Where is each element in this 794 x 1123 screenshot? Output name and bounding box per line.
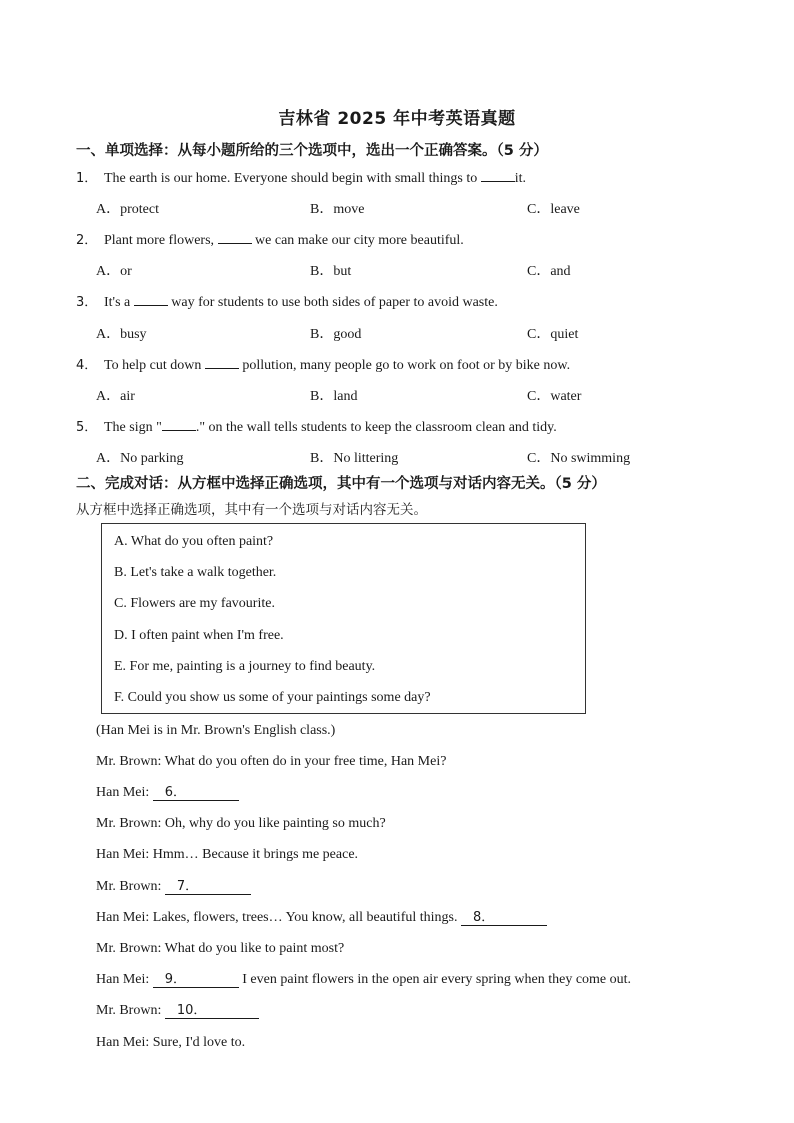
answer-blank[interactable] xyxy=(218,231,252,244)
dialogue-line: Han Mei: Lakes, flowers, trees… You know, all beautiful things. 8． xyxy=(96,910,547,926)
dialogue-line: Han Mei: 6． xyxy=(96,785,239,801)
option-b[interactable]: B．good xyxy=(310,327,362,342)
answer-blank[interactable] xyxy=(162,418,196,431)
option-c[interactable]: C．water xyxy=(527,389,582,404)
section1-heading: 一、单项选择：从每小题所给的三个选项中，选出一个正确答案。（5 分） xyxy=(76,143,548,159)
box-option-d: D. I often paint when I'm free. xyxy=(114,628,284,643)
answer-blank-9[interactable]: 9． xyxy=(153,972,239,988)
dialogue-line: Mr. Brown: Oh, why do you like painting so much? xyxy=(96,816,386,831)
answer-blank[interactable] xyxy=(205,356,239,369)
question-4: 4． To help cut down pollution, many people go to work on foot or by bike now. xyxy=(76,358,571,373)
option-a[interactable]: A．No parking xyxy=(96,451,184,466)
option-c[interactable]: C．No swimming xyxy=(527,451,631,466)
options-box xyxy=(101,523,586,714)
dialogue-line: Han Mei: Hmm… Because it brings me peace. xyxy=(96,847,359,862)
question-5: 5． The sign " ." on the wall tells students to keep the classroom clean and tidy. xyxy=(76,420,557,435)
option-a[interactable]: A．or xyxy=(96,264,132,279)
answer-blank-8[interactable]: 8． xyxy=(461,910,547,926)
question-3: 3． It's a way for students to use both sides of paper to avoid waste. xyxy=(76,295,498,310)
option-a[interactable]: A．protect xyxy=(96,202,159,217)
answer-blank[interactable] xyxy=(134,293,168,306)
dialogue-line: Mr. Brown: 7． xyxy=(96,879,251,895)
dialogue-line: Mr. Brown: 10． xyxy=(96,1003,259,1019)
box-option-a: A. What do you often paint? xyxy=(114,534,274,549)
answer-blank[interactable] xyxy=(481,169,515,182)
option-a[interactable]: A．air xyxy=(96,389,135,404)
question-2: 2． Plant more flowers, we can make our city more beautiful. xyxy=(76,233,464,248)
option-b[interactable]: B．but xyxy=(310,264,352,279)
dialogue-line: Mr. Brown: What do you like to paint most? xyxy=(96,941,345,956)
option-c[interactable]: C．and xyxy=(527,264,571,279)
box-option-f: F. Could you show us some of your paintings some day? xyxy=(114,690,431,705)
option-b[interactable]: B．move xyxy=(310,202,365,217)
answer-blank-10[interactable]: 10． xyxy=(165,1003,259,1019)
option-b[interactable]: B．No littering xyxy=(310,451,399,466)
answer-blank-6[interactable]: 6． xyxy=(153,785,239,801)
option-c[interactable]: C．quiet xyxy=(527,327,579,342)
question-1: 1． The earth is our home. Everyone should begin with small things to it. xyxy=(76,171,527,186)
section2-heading: 二、完成对话：从方框中选择正确选项，其中有一个选项与对话内容无关。（5 分） xyxy=(76,476,606,492)
page-title: 吉林省 2025 年中考英语真题 xyxy=(278,109,516,129)
box-option-e: E. For me, painting is a journey to find beauty. xyxy=(114,659,376,674)
section2-note: 从方框中选择正确选项，其中有一个选项与对话内容无关。 xyxy=(76,502,427,518)
dialogue-line: Mr. Brown: What do you often do in your free time, Han Mei? xyxy=(96,754,447,769)
dialogue-line: Han Mei: Sure, I'd love to. xyxy=(96,1035,246,1050)
box-option-b: B. Let's take a walk together. xyxy=(114,565,277,580)
dialogue-line: Han Mei: 9． I even paint flowers in the open air every spring when they come out. xyxy=(96,972,632,987)
box-option-c: C. Flowers are my favourite. xyxy=(114,596,275,611)
option-c[interactable]: C．leave xyxy=(527,202,580,217)
option-b[interactable]: B．land xyxy=(310,389,358,404)
dialogue-line: (Han Mei is in Mr. Brown's English class.) xyxy=(96,723,336,738)
answer-blank-7[interactable]: 7． xyxy=(165,879,251,895)
option-a[interactable]: A．busy xyxy=(96,327,147,342)
